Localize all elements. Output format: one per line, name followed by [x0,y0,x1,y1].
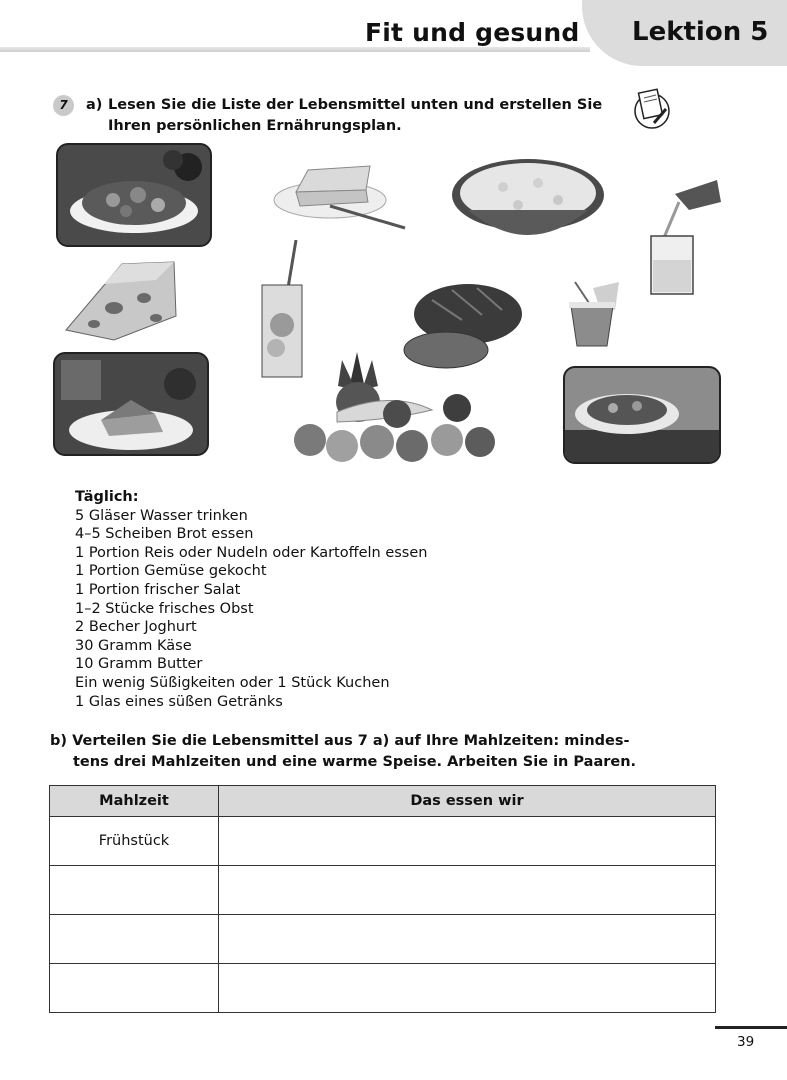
food-cell[interactable] [219,817,716,866]
table-row [50,964,716,1013]
food-cell[interactable] [219,964,716,1013]
list-item: 1 Portion Gemüse gekocht [75,563,267,580]
task-number: 7 [53,95,74,116]
task-b-line1: Verteilen Sie die Lebensmittel aus 7 a) auf Ihre Mahlzeiten: mindes- [72,733,630,749]
meal-cell[interactable] [50,964,219,1013]
page-number: 39 [737,1034,755,1050]
list-item: 1 Glas eines süßen Getränks [75,693,283,710]
chapter-title: Fit und gesund [365,18,580,47]
writing-task-icon [632,87,672,131]
meal-cell[interactable] [50,866,219,915]
table-row [50,866,716,915]
list-item: 1 Portion frischer Salat [75,581,241,598]
lesson-label: Lektion 5 [632,17,769,47]
page-number-rule [715,1026,787,1029]
task-b-instruction [50,731,650,773]
fruit-photo [282,350,500,466]
food-cell[interactable] [219,866,716,915]
header-what-we-eat: Das essen wir [219,786,716,817]
task-b-marker: b) [50,733,68,749]
cake-photo [53,352,209,456]
table-header-row [50,786,716,817]
task-b-line2: tens drei Mahlzeiten und eine warme Speise. Arbeiten Sie in Paaren. [73,754,637,770]
meal-plan-table [49,785,716,1013]
yogurt-photo [565,280,623,350]
list-item: 30 Gramm Käse [75,637,192,654]
task-a-marker: a) [86,97,103,113]
task-a-instruction [86,95,626,137]
daily-heading: Täglich: [75,489,139,505]
table-row [50,817,716,866]
list-item: 5 Gläser Wasser trinken [75,507,248,524]
salad-photo [56,143,212,247]
list-item: 1 Portion Reis oder Nudeln oder Kartoffeln essen [75,544,428,561]
list-item: 2 Becher Joghurt [75,619,197,636]
daily-food-list [75,488,427,711]
meal-cell[interactable] [50,915,219,964]
list-item: 1–2 Stücke frisches Obst [75,600,254,617]
table-row [50,915,716,964]
list-item: 4–5 Scheiben Brot essen [75,526,254,543]
list-item: 10 Gramm Butter [75,656,203,673]
water-glass-photo [645,180,723,298]
task-a-line2: Ihren persönlichen Ernährungsplan. [108,118,402,134]
vegetable-dish-photo [563,366,721,464]
meal-cell[interactable]: Frühstück [50,817,219,866]
list-item: Ein wenig Süßigkeiten oder 1 Stück Kuchen [75,674,390,691]
header-rule [0,47,590,52]
food-cell[interactable] [219,915,716,964]
rice-photo [448,155,608,250]
butter-photo [270,152,410,234]
cheese-photo [64,258,180,342]
header-meal: Mahlzeit [50,786,219,817]
task-a-line1: Lesen Sie die Liste der Lebensmittel unten und erstellen Sie [108,97,603,113]
